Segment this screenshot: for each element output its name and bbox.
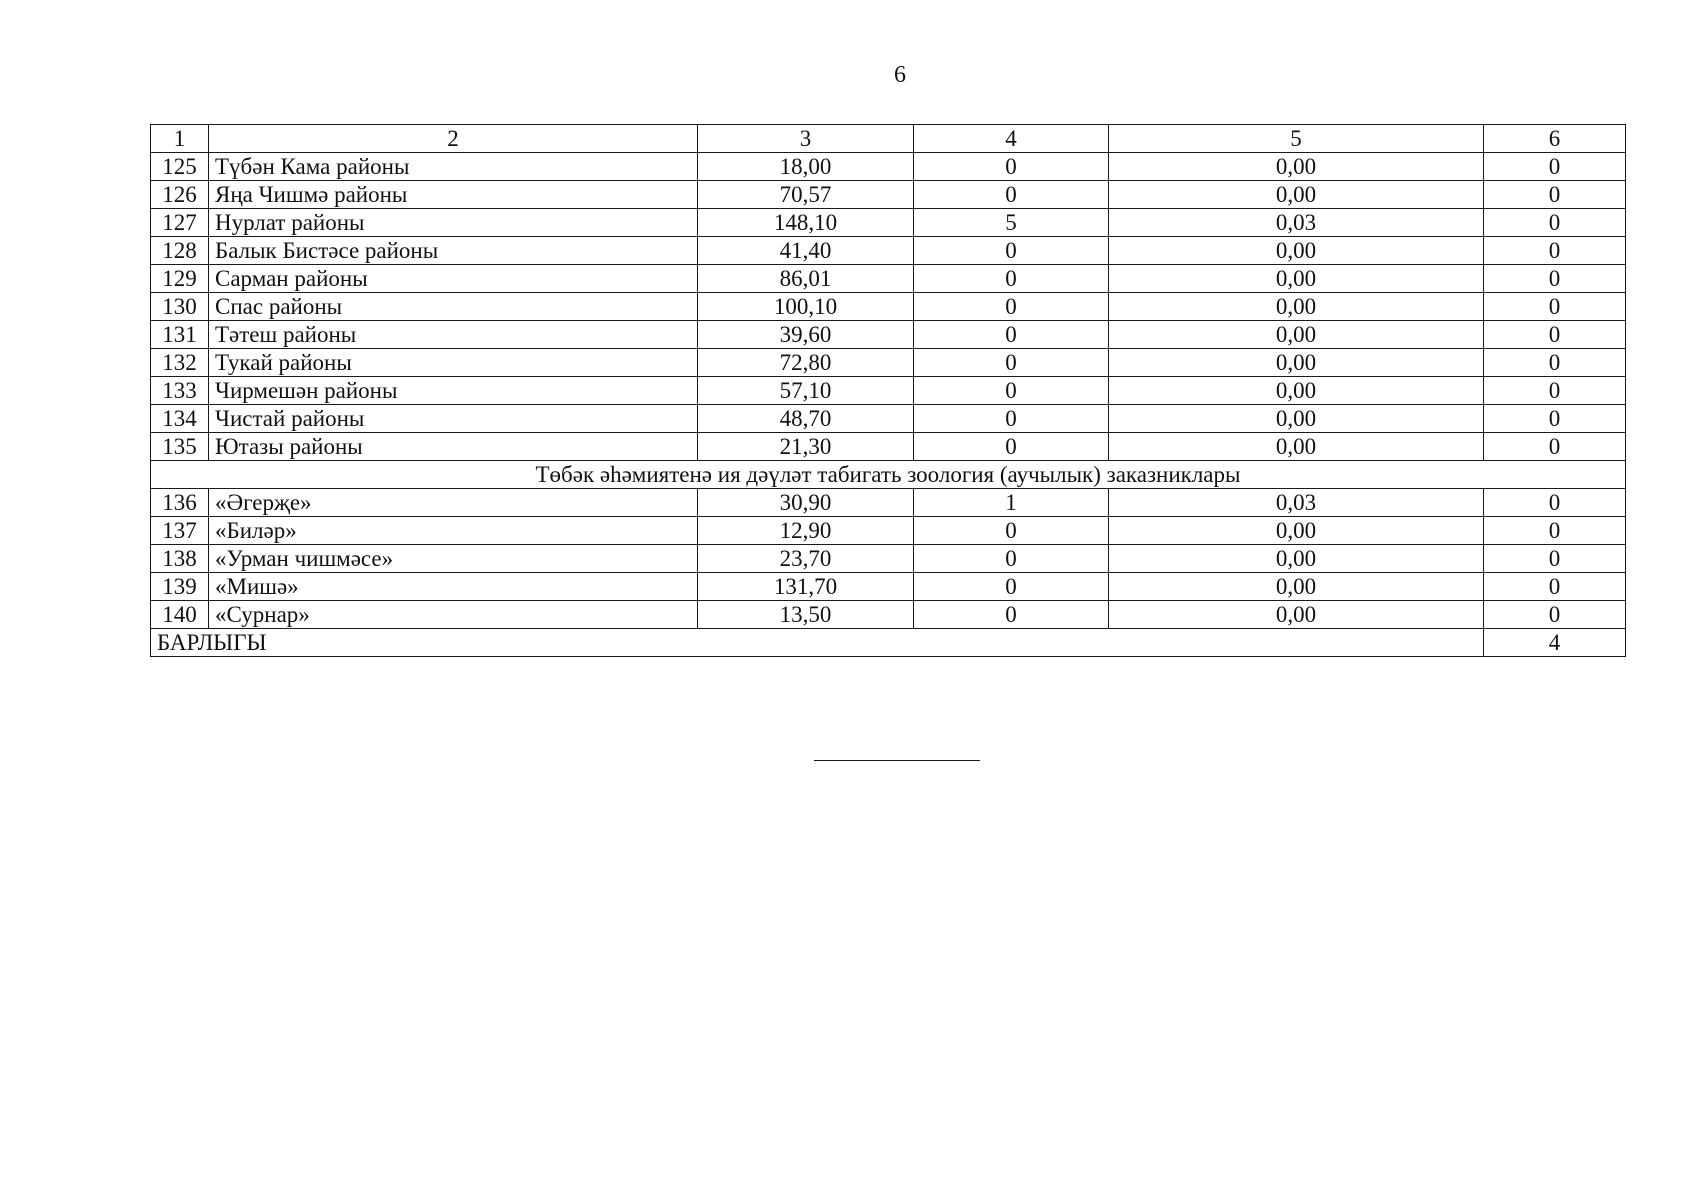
name-cell: Нурлат районы (209, 209, 698, 237)
row-number-cell: 135 (151, 433, 209, 461)
value-cell-6: 0 (1484, 349, 1626, 377)
total-label: БАРЛЫГЫ (151, 629, 1484, 657)
name-cell: Тәтеш районы (209, 321, 698, 349)
row-number-cell: 133 (151, 377, 209, 405)
value-cell-5: 0,00 (1109, 153, 1484, 181)
value-cell-5: 0,00 (1109, 265, 1484, 293)
value-cell-6: 0 (1484, 209, 1626, 237)
value-cell-6: 0 (1484, 545, 1626, 573)
table-row (151, 153, 1626, 181)
value-cell-6: 0 (1484, 517, 1626, 545)
value-cell-3: 13,50 (698, 601, 914, 629)
data-table (150, 124, 1626, 657)
value-cell-5: 0,03 (1109, 489, 1484, 517)
table-row (151, 293, 1626, 321)
value-cell-4: 5 (914, 209, 1109, 237)
value-cell-4: 0 (914, 153, 1109, 181)
value-cell-6: 0 (1484, 181, 1626, 209)
value-cell-3: 30,90 (698, 489, 914, 517)
value-cell-5: 0,00 (1109, 181, 1484, 209)
page-number: 6 (894, 62, 906, 88)
value-cell-4: 0 (914, 573, 1109, 601)
table-row (151, 181, 1626, 209)
value-cell-4: 1 (914, 489, 1109, 517)
name-cell: «Сурнар» (209, 601, 698, 629)
row-number-cell: 128 (151, 237, 209, 265)
value-cell-4: 0 (914, 601, 1109, 629)
name-cell: «Урман чишмәсе» (209, 545, 698, 573)
table-header-row (151, 125, 1626, 153)
table-row (151, 405, 1626, 433)
table-row (151, 349, 1626, 377)
name-cell: «Биләр» (209, 517, 698, 545)
total-value: 4 (1484, 629, 1626, 657)
value-cell-4: 0 (914, 545, 1109, 573)
table-row (151, 573, 1626, 601)
row-number-cell: 139 (151, 573, 209, 601)
table-row (151, 321, 1626, 349)
table-row (151, 517, 1626, 545)
row-number-cell: 126 (151, 181, 209, 209)
value-cell-6: 0 (1484, 573, 1626, 601)
name-cell: Яңа Чишмә районы (209, 181, 698, 209)
value-cell-5: 0,00 (1109, 517, 1484, 545)
row-number-cell: 136 (151, 489, 209, 517)
name-cell: Чистай районы (209, 405, 698, 433)
row-number-cell: 130 (151, 293, 209, 321)
row-number-cell: 138 (151, 545, 209, 573)
value-cell-4: 0 (914, 237, 1109, 265)
row-number-cell: 131 (151, 321, 209, 349)
value-cell-5: 0,00 (1109, 293, 1484, 321)
table-row (151, 377, 1626, 405)
end-of-document-line (814, 760, 980, 761)
name-cell: Чирмешән районы (209, 377, 698, 405)
value-cell-5: 0,00 (1109, 433, 1484, 461)
value-cell-6: 0 (1484, 405, 1626, 433)
header-cell-4: 4 (914, 125, 1109, 153)
value-cell-4: 0 (914, 293, 1109, 321)
value-cell-5: 0,00 (1109, 349, 1484, 377)
header-cell-2: 2 (209, 125, 698, 153)
name-cell: Түбән Кама районы (209, 153, 698, 181)
row-number-cell: 134 (151, 405, 209, 433)
value-cell-5: 0,00 (1109, 601, 1484, 629)
table-row (151, 237, 1626, 265)
value-cell-3: 41,40 (698, 237, 914, 265)
value-cell-6: 0 (1484, 601, 1626, 629)
table-row (151, 209, 1626, 237)
value-cell-5: 0,03 (1109, 209, 1484, 237)
name-cell: «Мишә» (209, 573, 698, 601)
value-cell-6: 0 (1484, 433, 1626, 461)
value-cell-3: 57,10 (698, 377, 914, 405)
value-cell-5: 0,00 (1109, 545, 1484, 573)
value-cell-5: 0,00 (1109, 321, 1484, 349)
section-title: Төбәк әһәмиятенә ия дәүләт табигать зоология (аучылык) заказниклары (151, 461, 1626, 489)
row-number-cell: 132 (151, 349, 209, 377)
value-cell-3: 18,00 (698, 153, 914, 181)
value-cell-4: 0 (914, 377, 1109, 405)
table-row (151, 545, 1626, 573)
row-number-cell: 129 (151, 265, 209, 293)
name-cell: Спас районы (209, 293, 698, 321)
value-cell-3: 72,80 (698, 349, 914, 377)
value-cell-6: 0 (1484, 237, 1626, 265)
value-cell-4: 0 (914, 405, 1109, 433)
value-cell-3: 12,90 (698, 517, 914, 545)
value-cell-4: 0 (914, 349, 1109, 377)
total-row (151, 629, 1626, 657)
row-number-cell: 140 (151, 601, 209, 629)
name-cell: Ютазы районы (209, 433, 698, 461)
value-cell-6: 0 (1484, 377, 1626, 405)
value-cell-3: 70,57 (698, 181, 914, 209)
value-cell-4: 0 (914, 321, 1109, 349)
value-cell-3: 23,70 (698, 545, 914, 573)
value-cell-3: 48,70 (698, 405, 914, 433)
value-cell-4: 0 (914, 433, 1109, 461)
value-cell-6: 0 (1484, 265, 1626, 293)
header-cell-5: 5 (1109, 125, 1484, 153)
header-cell-6: 6 (1484, 125, 1626, 153)
value-cell-5: 0,00 (1109, 405, 1484, 433)
value-cell-5: 0,00 (1109, 237, 1484, 265)
header-cell-3: 3 (698, 125, 914, 153)
row-number-cell: 127 (151, 209, 209, 237)
name-cell: «Әгерҗе» (209, 489, 698, 517)
value-cell-3: 86,01 (698, 265, 914, 293)
value-cell-3: 21,30 (698, 433, 914, 461)
section-header-row (151, 461, 1626, 489)
name-cell: Тукай районы (209, 349, 698, 377)
table-row (151, 265, 1626, 293)
table-body (151, 125, 1626, 657)
value-cell-3: 131,70 (698, 573, 914, 601)
row-number-cell: 137 (151, 517, 209, 545)
name-cell: Балык Бистәсе районы (209, 237, 698, 265)
value-cell-5: 0,00 (1109, 573, 1484, 601)
table-row (151, 433, 1626, 461)
value-cell-6: 0 (1484, 293, 1626, 321)
row-number-cell: 125 (151, 153, 209, 181)
value-cell-5: 0,00 (1109, 377, 1484, 405)
name-cell: Сарман районы (209, 265, 698, 293)
value-cell-3: 100,10 (698, 293, 914, 321)
value-cell-6: 0 (1484, 321, 1626, 349)
value-cell-3: 148,10 (698, 209, 914, 237)
value-cell-4: 0 (914, 265, 1109, 293)
value-cell-3: 39,60 (698, 321, 914, 349)
table-row (151, 601, 1626, 629)
value-cell-6: 0 (1484, 153, 1626, 181)
value-cell-4: 0 (914, 181, 1109, 209)
value-cell-4: 0 (914, 517, 1109, 545)
table-row (151, 489, 1626, 517)
header-cell-1: 1 (151, 125, 209, 153)
value-cell-6: 0 (1484, 489, 1626, 517)
